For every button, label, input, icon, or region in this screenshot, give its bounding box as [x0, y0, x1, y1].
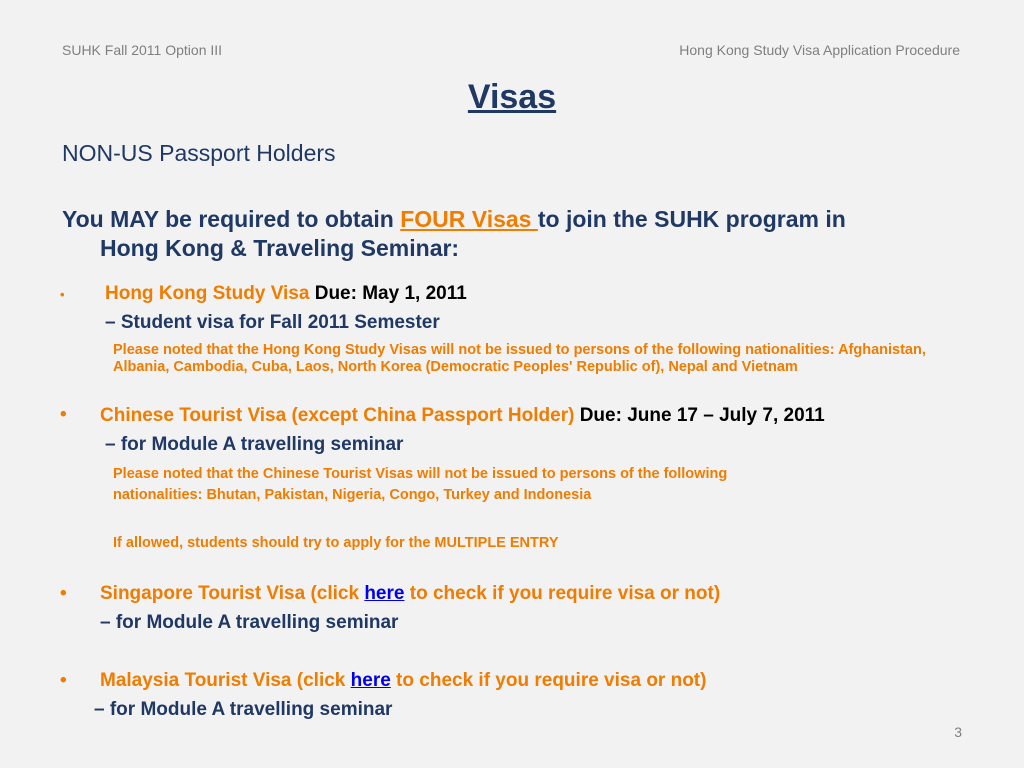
hk-visa-line: [105, 283, 467, 305]
malaysia-visa-pre: Malaysia Tourist Visa (click: [100, 670, 351, 691]
header-left-text: SUHK Fall 2011 Option III: [62, 42, 223, 58]
bullet-marker: •: [60, 583, 67, 604]
malaysia-visa-sub: – for Module A travelling seminar: [94, 699, 393, 720]
singapore-visa-line: [100, 583, 720, 605]
malaysia-visa-post: to check if you require visa or not): [390, 670, 707, 691]
hk-visa-name: Hong Kong Study Visa: [105, 283, 310, 304]
slide-title: Visas: [467, 78, 557, 116]
bullet-marker: •: [60, 287, 65, 302]
singapore-visa-sub: – for Module A travelling seminar: [100, 612, 399, 633]
china-visa-note-2: nationalities: Bhutan, Pakistan, Nigeria, Congo, Turkey and Indonesia: [113, 487, 592, 503]
china-visa-sub: – for Module A travelling seminar: [105, 434, 404, 455]
page-number: 3: [954, 724, 962, 740]
china-visa-note-1: Please noted that the Chinese Tourist Visas will not be issued to persons of the following: [113, 466, 728, 482]
hk-visa-note-2: Albania, Cambodia, Cuba, Laos, North Korea (Democratic Peoples' Republic of), Nepal and Vietnam: [113, 359, 798, 375]
intro-part-1: You MAY be required to obtain: [62, 206, 401, 232]
bullet-marker: •: [60, 670, 67, 691]
intro-part-2: to join the SUHK program in: [537, 206, 846, 232]
four-visas-link[interactable]: FOUR Visas: [400, 206, 538, 232]
china-visa-due: Due: June 17 – July 7, 2011: [579, 405, 825, 426]
china-visa-note-3: If allowed, students should try to apply for the MULTIPLE ENTRY: [113, 535, 559, 551]
china-visa-name: Chinese Tourist Visa (except China Passport Holder): [100, 405, 575, 426]
hk-visa-due: Due: May 1, 2011: [314, 283, 467, 304]
header-right-text: Hong Kong Study Visa Application Procedure: [679, 42, 960, 58]
intro-line-1: [62, 206, 846, 233]
hk-visa-note-1: Please noted that the Hong Kong Study Visas will not be issued to persons of the following nationalities: Afghanistan,: [113, 342, 926, 358]
subheading: NON-US Passport Holders: [62, 140, 336, 166]
singapore-visa-post: to check if you require visa or not): [404, 583, 721, 604]
singapore-here-link[interactable]: here: [364, 583, 405, 604]
singapore-visa-pre: Singapore Tourist Visa (click: [100, 583, 365, 604]
malaysia-here-link[interactable]: here: [350, 670, 391, 691]
malaysia-visa-line: [100, 670, 706, 692]
hk-visa-sub: – Student visa for Fall 2011 Semester: [105, 312, 440, 333]
bullet-marker: •: [60, 404, 67, 425]
china-visa-line: [100, 405, 825, 427]
intro-line-2: Hong Kong & Traveling Seminar:: [100, 235, 460, 261]
